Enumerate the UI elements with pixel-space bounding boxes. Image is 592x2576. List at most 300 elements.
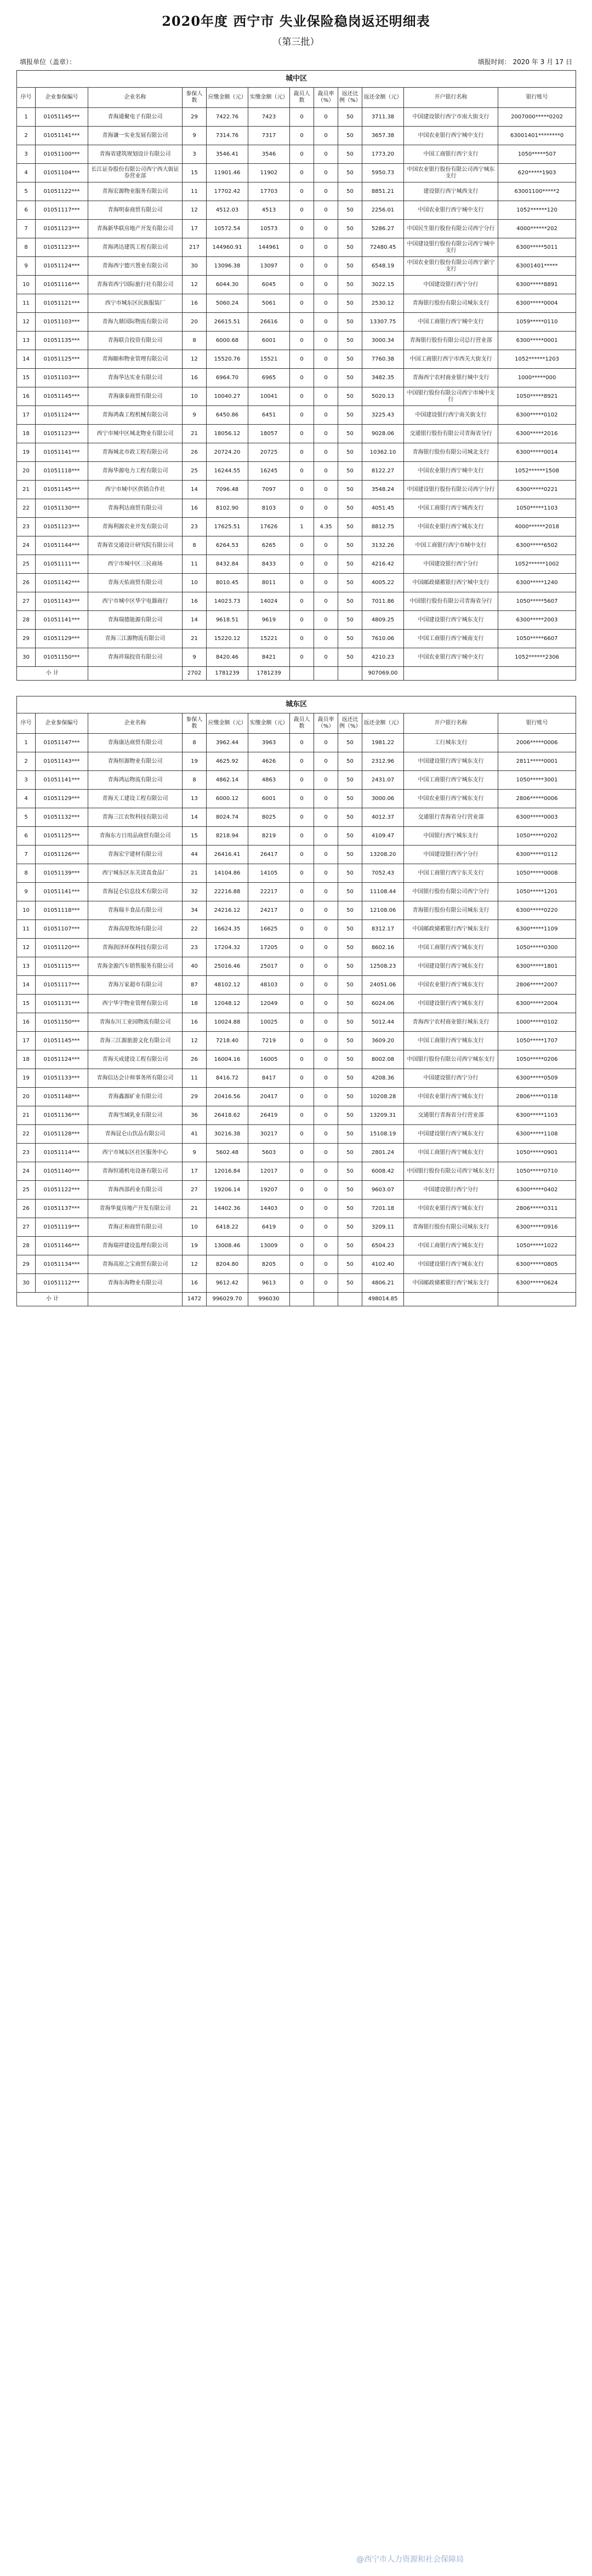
table-row [17,406,576,425]
table-cell: 01051129*** [36,630,88,648]
document-subtitle: （第三批） [272,37,320,48]
table-cell: 18057 [248,425,290,443]
table-row [17,808,576,827]
table-cell: 9612.42 [207,1274,248,1293]
column-header: 参保人数 [183,88,207,108]
table-cell: 01051143*** [36,592,88,611]
table-cell: 50 [338,1200,362,1218]
table-cell: 0 [314,630,338,648]
table-cell: 50 [338,883,362,901]
table-cell: 0 [314,790,338,808]
table-cell: 6000.68 [207,332,248,350]
table-cell: 8122.27 [362,462,404,481]
table-cell: 4862.14 [207,771,248,790]
subtotal-cell [338,1293,362,1306]
table-cell: 50 [338,901,362,920]
table-cell: 26 [17,1200,36,1218]
table-cell: 中国银行股份有限公司西宁城东支行 [404,1162,498,1181]
table-cell: 21 [183,425,207,443]
table-row [17,648,576,667]
table-cell: 6450.86 [207,406,248,425]
table-cell: 7423 [248,108,290,127]
table-row [17,1069,576,1088]
table-cell: 5603 [248,1144,290,1162]
table-cell: 01051142*** [36,574,88,592]
table-cell: 0 [314,182,338,201]
table-cell: 01051140*** [36,1162,88,1181]
table-cell: 青海西宁农村商业银行城东支行 [404,1013,498,1032]
table-cell: 10025 [248,1013,290,1032]
table-cell: 青海联合投资有限公司 [88,332,183,350]
table-cell: 0 [314,939,338,957]
table-cell: 0 [314,350,338,369]
table-cell: 青海华夏房地产开发有限公司 [88,1200,183,1218]
table-cell: 8421 [248,648,290,667]
table-cell: 01051124*** [36,257,88,276]
table-cell: 青海信达会计师事务所有限公司 [88,1069,183,1088]
table-cell: 50 [338,108,362,127]
date-label: 填报时间： 2020 年 3 月 17 日 [477,58,572,66]
table-cell: 41 [183,1125,207,1144]
table-cell: 0 [314,901,338,920]
table-cell: 中国农业银行股份有限公司西宁新宁支行 [404,257,498,276]
table-cell: 01051118*** [36,901,88,920]
table-cell: 青海瑞丰食品有限公司 [88,901,183,920]
section-gap [16,681,576,696]
table-cell: 0 [290,164,314,182]
table-cell: 青海三江源物流有限公司 [88,630,183,648]
subtotal-cell [290,1293,314,1306]
table-cell: 0 [314,1013,338,1032]
table-cell: 西宁市城东区社区服务中心 [88,1144,183,1162]
table-cell: 4 [17,164,36,182]
table-cell: 中国建设银行西宁分行 [404,1069,498,1088]
table-cell: 27 [183,1181,207,1200]
table-cell: 0 [290,238,314,257]
document-page [16,0,576,1306]
table-cell: 0 [290,499,314,518]
table-cell: 0 [290,1106,314,1125]
table-cell: 8 [183,734,207,752]
column-header: 开户银行名称 [404,713,498,734]
table-cell: 6300*****0003 [498,808,576,827]
table-cell: 0 [290,481,314,499]
table-cell: 01051143*** [36,752,88,771]
table-cell: 16 [183,592,207,611]
table-cell: 50 [338,1144,362,1162]
table-cell: 13009 [248,1237,290,1255]
table-cell: 青海利达商贸有限公司 [88,499,183,518]
table-cell: 6300*****0509 [498,1069,576,1088]
table-cell: 23 [17,518,36,536]
document-title: 2020年度 西宁市 失业保险稳岗返还明细表 [162,13,430,29]
table-cell: 2256.01 [362,201,404,220]
table-cell: 3609.20 [362,1032,404,1050]
table-cell: 01051146*** [36,1237,88,1255]
table-cell: 10572.54 [207,220,248,238]
table-cell: 12108.06 [362,901,404,920]
table-cell: 中国农业银行西宁城中支行 [404,127,498,145]
stipend-table [16,696,576,1306]
table-cell: 青海康泰商贸有限公司 [88,387,183,406]
table-cell: 0 [290,827,314,846]
table-cell: 2806*****0311 [498,1200,576,1218]
table-row [17,220,576,238]
table-row [17,976,576,995]
table-cell: 01051104*** [36,164,88,182]
table-cell: 6044.30 [207,276,248,294]
table-cell: 3482.35 [362,369,404,387]
table-cell: 青海高原牧场有限公司 [88,920,183,939]
table-row [17,313,576,332]
table-cell: 0 [314,808,338,827]
table-cell: 26615.51 [207,313,248,332]
table-cell: 16005 [248,1050,290,1069]
table-cell: 7097 [248,481,290,499]
table-cell: 中国建设银行西宁分行 [404,1181,498,1200]
table-cell: 01051117*** [36,201,88,220]
table-cell: 50 [338,957,362,976]
table-cell: 3 [17,145,36,164]
table-cell: 13096.38 [207,257,248,276]
table-cell: 01051128*** [36,1125,88,1144]
table-cell: 01051145*** [36,108,88,127]
table-cell: 2312.96 [362,752,404,771]
table-cell: 3546 [248,145,290,164]
table-cell: 0 [290,536,314,555]
table-cell: 5012.44 [362,1013,404,1032]
column-header: 企业参保编号 [36,88,88,108]
table-cell: 9603.07 [362,1181,404,1200]
table-cell: 11 [17,920,36,939]
table-cell: 3711.38 [362,108,404,127]
watermark: @西宁市人力资源和社会保障局 [356,2555,464,2564]
table-cell: 12 [183,1255,207,1274]
table-cell: 17204.32 [207,939,248,957]
column-header: 序号 [17,713,36,734]
table-cell: 20417 [248,1088,290,1106]
table-row [17,555,576,574]
table-cell: 中国农业银行西宁城中支行 [404,201,498,220]
table-cell: 6 [17,201,36,220]
table-cell: 0 [314,771,338,790]
table-cell: 14105 [248,864,290,883]
table-cell: 7096.48 [207,481,248,499]
table-cell: 50 [338,771,362,790]
table-cell: 0 [314,108,338,127]
table-cell: 0 [314,957,338,976]
column-header: 银行账号 [498,88,576,108]
table-cell: 11901.46 [207,164,248,182]
table-cell: 青海鸿森工程机械有限公司 [88,406,183,425]
table-cell: 9 [183,127,207,145]
table-cell: 8602.16 [362,939,404,957]
table-cell: 青海三江源旅游文化有限公司 [88,1032,183,1050]
table-cell: 50 [338,238,362,257]
table-cell: 25 [183,462,207,481]
table-cell: 0 [314,995,338,1013]
table-cell: 20 [183,313,207,332]
table-cell: 1050*****6607 [498,630,576,648]
table-cell: 7760.38 [362,350,404,369]
table-row [17,443,576,462]
table-cell: 青海金源汽车销售服务有限公司 [88,957,183,976]
table-cell: 8102.90 [207,499,248,518]
table-cell: 青海祥瑞投资有限公司 [88,648,183,667]
table-cell: 7052.43 [362,864,404,883]
table-cell: 01051107*** [36,920,88,939]
table-cell: 13209.31 [362,1106,404,1125]
section-name: 城中区 [17,71,576,88]
table-cell: 19 [183,752,207,771]
table-cell: 12017 [248,1162,290,1181]
table-cell: 2007000*****0202 [498,108,576,127]
table-cell: 青海新华联房地产开发有限公司 [88,220,183,238]
table-cell: 50 [338,1013,362,1032]
table-cell: 01051145*** [36,1032,88,1050]
table-cell: 0 [314,276,338,294]
subtotal-cell [338,667,362,681]
subtotal-cell: 498014.85 [362,1293,404,1306]
table-cell: 50 [338,1032,362,1050]
table-cell: 01051103*** [36,369,88,387]
table-cell: 1050*****0202 [498,827,576,846]
subtotal-cell [290,667,314,681]
table-cell: 中国建设银行西宁城东支行 [404,957,498,976]
table-cell: 50 [338,145,362,164]
table-cell: 9613 [248,1274,290,1293]
table-cell: 4806.21 [362,1274,404,1293]
table-cell: 16245 [248,462,290,481]
table-cell: 12 [183,276,207,294]
table-cell: 01051114*** [36,1144,88,1162]
table-cell: 中国建设银行西宁城东支行 [404,752,498,771]
table-cell: 17 [183,1162,207,1181]
table-cell: 6300*****0220 [498,901,576,920]
table-cell: 2806*****2007 [498,976,576,995]
table-cell: 21 [183,630,207,648]
table-cell: 3022.15 [362,276,404,294]
table-row [17,939,576,957]
column-header: 银行账号 [498,713,576,734]
subtotal-row [17,1293,576,1306]
table-cell: 中国邮政储蓄银行西宁城东支行 [404,920,498,939]
table-cell: 7 [17,220,36,238]
table-cell: 西宁市城中区三民商场 [88,555,183,574]
table-cell: 青海宏源物业服务有限公司 [88,182,183,201]
table-cell: 6300*****6502 [498,536,576,555]
table-cell: 4863 [248,771,290,790]
table-row [17,425,576,443]
table-cell: 6300*****1108 [498,1125,576,1144]
table-cell: 8010.45 [207,574,248,592]
table-cell: 14 [183,481,207,499]
table-cell: 0 [314,164,338,182]
table-cell: 6300*****0624 [498,1274,576,1293]
table-row [17,1032,576,1050]
column-header: 企业名称 [88,713,183,734]
table-cell: 中国银行股份有限公司西宁城东支行 [404,1050,498,1069]
table-cell: 15521 [248,350,290,369]
table-cell: 4809.25 [362,611,404,630]
table-cell: 0 [314,611,338,630]
table-cell: 8219 [248,827,290,846]
table-cell: 8432.84 [207,555,248,574]
table-cell: 0 [314,1069,338,1088]
table-cell: 0 [290,920,314,939]
table-cell: 青海东川工业园物流有限公司 [88,1013,183,1032]
table-cell: 0 [290,1181,314,1200]
table-cell: 17626 [248,518,290,536]
table-row [17,592,576,611]
table-cell: 西宁市城东区民族服装厂 [88,294,183,313]
table-cell: 0 [314,332,338,350]
table-cell: 26416.41 [207,846,248,864]
table-cell: 中国建设银行西宁分行 [404,846,498,864]
table-cell: 4 [17,790,36,808]
table-cell: 26418.62 [207,1106,248,1125]
table-cell: 50 [338,257,362,276]
table-cell: 15520.76 [207,350,248,369]
table-row [17,481,576,499]
table-row [17,827,576,846]
table-row [17,957,576,976]
table-cell: 19206.14 [207,1181,248,1200]
table-cell: 13307.75 [362,313,404,332]
table-cell: 4216.42 [362,555,404,574]
table-cell: 青海三江农牧科技有限公司 [88,808,183,827]
subtotal-cell [404,667,498,681]
table-cell: 0 [290,734,314,752]
table-cell: 01051141*** [36,611,88,630]
table-cell: 21 [183,1200,207,1218]
table-cell: 9028.06 [362,425,404,443]
table-cell: 青海颐和物业管理有限公司 [88,350,183,369]
table-cell: 0 [314,1200,338,1218]
table-row [17,1181,576,1200]
table-cell: 西宁华宇物业管理有限公司 [88,995,183,1013]
table-cell: 1 [17,734,36,752]
table-cell: 7314.76 [207,127,248,145]
table-cell: 23 [183,518,207,536]
column-header: 应缴金额（元） [207,88,248,108]
table-cell: 0 [290,752,314,771]
table-cell: 0 [290,1013,314,1032]
table-row [17,518,576,536]
table-cell: 中国银行股份有限公司西宁分行 [404,883,498,901]
table-cell: 0 [290,957,314,976]
table-cell: 8024.74 [207,808,248,827]
table-cell: 50 [338,827,362,846]
table-cell: 11902 [248,164,290,182]
table-cell: 22217 [248,883,290,901]
table-cell: 50 [338,462,362,481]
table-cell: 16 [183,1013,207,1032]
subtotal-cell [88,667,183,681]
table-cell: 8433 [248,555,290,574]
table-cell: 12 [183,350,207,369]
table-cell: 01051122*** [36,182,88,201]
table-row [17,611,576,630]
table-cell: 14024 [248,592,290,611]
table-cell: 0 [314,1032,338,1050]
table-cell: 1 [290,518,314,536]
table-cell: 青海正和商贸有限公司 [88,1218,183,1237]
table-cell: 8025 [248,808,290,827]
table-cell: 5 [17,808,36,827]
table-cell: 6300*****2016 [498,425,576,443]
table-cell: 21 [17,1106,36,1125]
table-cell: 50 [338,164,362,182]
table-cell: 9 [183,406,207,425]
table-cell: 44 [183,846,207,864]
table-cell: 建设银行西宁城西支行 [404,182,498,201]
table-cell: 青海瑞祥建设监理有限公司 [88,1237,183,1255]
table-cell: 0 [314,864,338,883]
table-cell: 144961 [248,238,290,257]
table-cell: 01051112*** [36,1274,88,1293]
table-cell: 21 [183,864,207,883]
table-cell: 01051116*** [36,276,88,294]
table-cell: 25017 [248,957,290,976]
table-cell: 18 [183,995,207,1013]
table-cell: 22 [183,920,207,939]
table-cell: 01051132*** [36,808,88,827]
table-cell: 4.35 [314,518,338,536]
table-cell: 01051145*** [36,387,88,406]
table-cell: 50 [338,294,362,313]
table-row [17,1050,576,1069]
table-cell: 7218.40 [207,1032,248,1050]
table-cell: 63001100*****2 [498,182,576,201]
table-cell: 9 [183,1144,207,1162]
table-cell: 6300*****0014 [498,443,576,462]
table-cell: 50 [338,369,362,387]
table-cell: 20 [17,462,36,481]
table-cell: 8 [17,238,36,257]
table-cell: 0 [290,1255,314,1274]
table-cell: 01051137*** [36,1200,88,1218]
table-cell: 4626 [248,752,290,771]
table-cell: 0 [290,276,314,294]
table-cell: 6300*****0001 [498,332,576,350]
table-cell: 青海天成建设工程有限公司 [88,1050,183,1069]
table-cell: 中国建设银行西宁城东支行 [404,995,498,1013]
table-cell: 0 [314,827,338,846]
table-cell: 50 [338,1181,362,1200]
table-cell: 0 [290,425,314,443]
table-cell: 6265 [248,536,290,555]
table-cell: 4210.23 [362,648,404,667]
table-cell: 01051131*** [36,995,88,1013]
table-cell: 8812.75 [362,518,404,536]
table-cell: 15220.12 [207,630,248,648]
table-cell: 01051123*** [36,518,88,536]
table-row [17,164,576,182]
table-cell: 24 [17,536,36,555]
table-cell: 30216.38 [207,1125,248,1144]
table-cell: 5286.27 [362,220,404,238]
table-cell: 30 [17,1274,36,1293]
table-cell: 8103 [248,499,290,518]
table-cell: 3209.11 [362,1218,404,1237]
table-cell: 0 [314,1125,338,1144]
section-header-row [17,696,576,713]
tables-container [16,70,576,1306]
table-row [17,276,576,294]
column-header: 裁员率（%） [314,88,338,108]
table-cell: 30217 [248,1125,290,1144]
